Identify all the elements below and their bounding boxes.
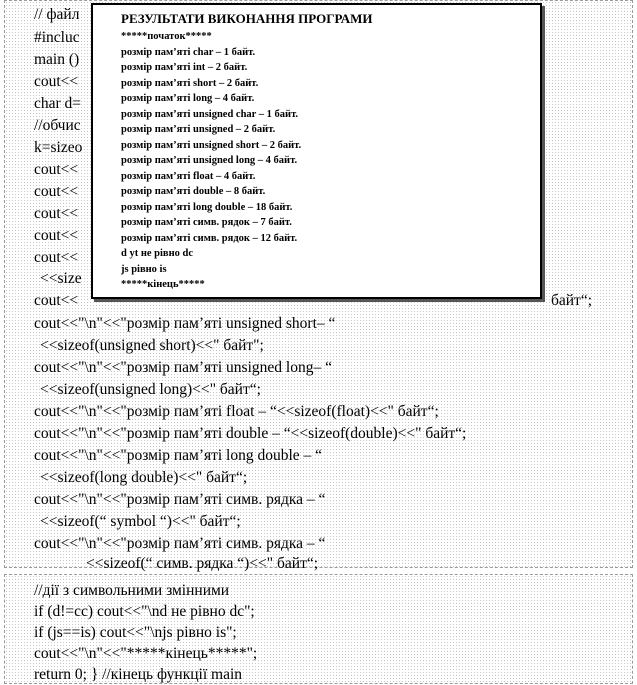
code-line: if (js==is) cout<<"\njs рівно is"; [34, 624, 237, 641]
code-line: cout<< [34, 292, 79, 309]
code-line: cout<< [34, 183, 79, 200]
output-line: розмір пам’яті unsigned char – 1 байт. [121, 108, 299, 120]
code-line: cout<<"\n"<<"розмір пам’яті симв. рядка – “ [34, 491, 326, 508]
output-title: РЕЗУЛЬТАТИ ВИКОНАННЯ ПРОГРАМИ [121, 11, 373, 26]
output-line: розмір пам’яті unsigned – 2 байт. [121, 124, 276, 135]
code-line: cout<< [34, 73, 79, 90]
code-line: cout<<"\n"<<"розмір пам’яті unsigned short– “ [34, 315, 336, 332]
output-line: розмір пам’яті double – 8 байт. [121, 186, 266, 197]
output-line: js рівно is [121, 263, 167, 275]
code-line: cout<<"\n"<<"розмір пам’яті симв. рядка – “ [34, 535, 326, 552]
output-line: розмір пам’яті long double – 18 байт. [121, 201, 293, 213]
code-line: cout<< [34, 249, 79, 266]
code-line: char d= [34, 95, 82, 112]
code-line: #incluc [34, 29, 80, 46]
output-line: розмір пам’яті short – 2 байт. [121, 77, 259, 89]
output-line: *****кінець***** [121, 279, 205, 290]
code-line: //обчис [34, 117, 81, 134]
code-line-tail: байт“; [551, 292, 593, 309]
code-line: cout<<"\n"<<"*****кінець*****"; [34, 645, 258, 662]
output-line: розмір пам’яті симв. рядок – 7 байт. [121, 217, 292, 228]
code-line: cout<< [34, 161, 79, 178]
code-line: main () [34, 51, 80, 68]
code-line: <<size [40, 270, 82, 287]
code-line: cout<<"\n"<<"розмір пам’яті long double – “ [34, 447, 323, 464]
code-line: //дії з символьними змінними [34, 582, 230, 599]
code-line: // файл [34, 6, 80, 23]
output-line: розмір пам’яті unsigned long – 4 байт. [121, 155, 298, 166]
code-line: return 0; } //кінець функції main [34, 666, 243, 683]
code-line: cout<< [34, 227, 79, 244]
code-line: <<sizeof(long double)<<" байт“; [40, 469, 248, 486]
program-output-box [91, 3, 542, 299]
output-line: розмір пам’яті unsigned short – 2 байт. [121, 139, 302, 151]
output-line: розмір пам’яті long – 4 байт. [121, 93, 255, 104]
code-line: cout<<"\n"<<"розмір пам’яті unsigned long– “ [34, 359, 332, 376]
code-line: k=sizeo [34, 139, 83, 156]
code-line: if (d!=cc) cout<<"\nd не рівно dc"; [34, 603, 255, 620]
output-line: розмір пам’яті int – 2 байт. [121, 62, 248, 73]
output-line: розмір пам’яті float – 4 байт. [121, 170, 256, 182]
code-line: cout<<"\n"<<"розмір пам’яті float – “<<sizeof(float)<<" байт“; [34, 403, 439, 420]
output-line: розмір пам’яті симв. рядок – 12 байт. [121, 232, 298, 244]
output-line: розмір пам’яті char – 1 байт. [121, 46, 256, 58]
code-line: cout<< [34, 205, 79, 222]
code-line: <<sizeof(“ symbol “)<<" байт“; [40, 513, 241, 530]
code-line: cout<<"\n"<<"розмір пам’яті double – “<<sizeof(double)<<" байт“; [34, 425, 467, 442]
code-line: <<sizeof(unsigned long)<<" байт“; [40, 381, 261, 398]
output-line: *****початок***** [121, 31, 212, 42]
code-line: <<sizeof(unsigned short)<<" байт"; [40, 337, 264, 354]
output-line: d yt не рівно dc [121, 248, 194, 259]
code-line: <<sizeof(“ симв. рядка “)<<" байт“; [86, 555, 319, 572]
